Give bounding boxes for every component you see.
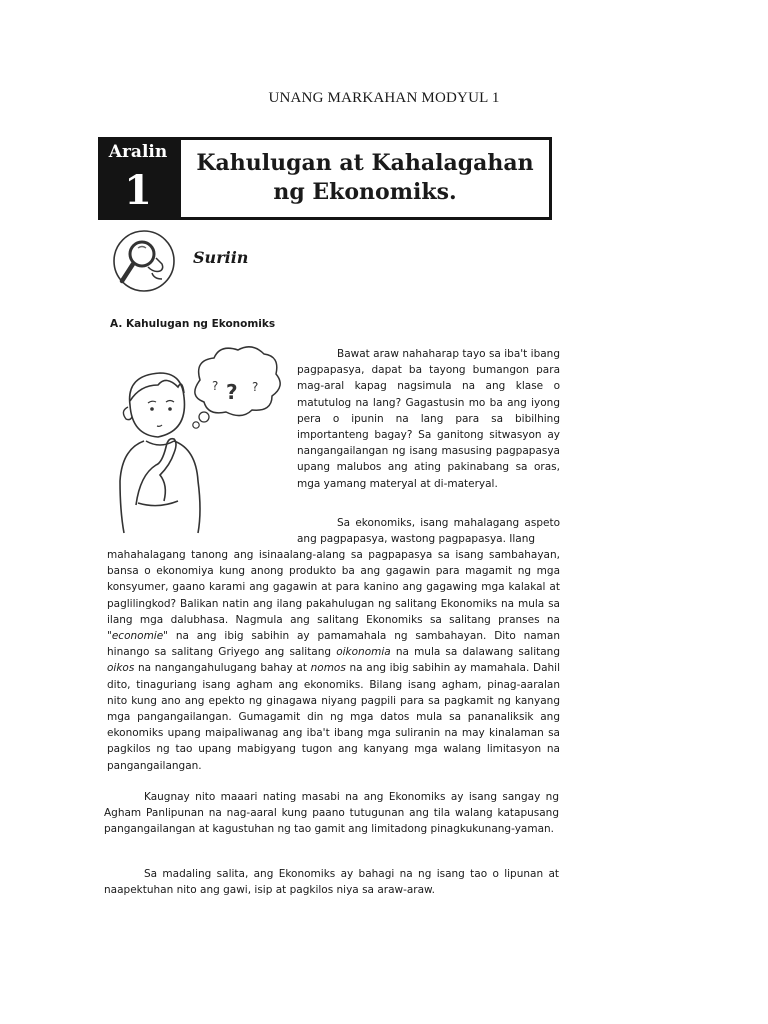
section-label-suriin: Suriin [193, 248, 249, 267]
aralin-label: Aralin [108, 142, 168, 162]
paragraph-intro: Bawat araw nahaharap tayo sa iba't ibang pagpapasya, dapat ba tayong bumangon para mag-aral kapag nagsimula na ang klase o matutulog na lang? Gagastusin mo ba ang iyong pera o ipunin na lang para sa bibilhing importanteng bagay? Sa ganitong sitwasyon ay nangangailangan ng isang masusing pagpapasya upang malubos ang ating pakinabang sa oras, mga yamang materyal at di-materyal. [297, 348, 560, 490]
text-run: mahahalagang tanong ang isinaalang-alang sa pagpapasya sa isang sambahayan, bansa o ekonomiya kung anong produkto ba ang gagawin para magamit ng mga konsyumer, gaano karami ang gagawin at para kanino ang gagawing mga kalakal at paglilingkod? Balikan natin ang ilang pakahulugan ng salitang Ekonomiks na mula sa ilang mga dalubhasa. Nagmula ang salitang Ekonomiks sa salitang pranses na [107, 549, 560, 626]
svg-text:?: ? [252, 380, 259, 394]
paragraph-ekonomiks-start: Sa ekonomiks, isang mahalagang aspeto ang pagpapasya, wastong pagpapasya. Ilang [297, 517, 560, 546]
lesson-title [181, 149, 549, 207]
term-oikos: oikos [107, 662, 135, 675]
term-nomos: nomos [310, 662, 346, 675]
lesson-title-line2: ng Ekonomiks. [273, 179, 457, 205]
aralin-box [98, 137, 178, 220]
lesson-title-box [178, 137, 552, 220]
magnifier-icon [108, 229, 180, 293]
lesson-banner [98, 137, 552, 220]
term-oikonomia: oikonomia [336, 646, 391, 659]
svg-text:?: ? [226, 380, 238, 404]
module-header: UNANG MARKAHAN MODYUL 1 [268, 90, 500, 106]
text-run: na nangangahulugang bahay at [134, 662, 311, 675]
text-run: na ang ibig sabihin ay mamahala. Dahil dito, tinaguriang isang agham ang ekonomiks. Bilang isang agham, pinag-aaralan nito kung ano ang epekto ng ginagawa niyang pagpili para sa pagkamit ng kanyang mga pangangailangan. Gumagamit din ng mga datos mula sa pananaliksik ang ekonomiks upang maipaliwanag ang iba't ibang mga suliranin na may kinalaman sa pagkilos ng tao upang mabigyang tugon ang kanyang mga walang limitasyon na pangangailangan. [107, 662, 560, 772]
text-run: na mula sa dalawang salitang [390, 646, 560, 659]
aralin-number: 1 [124, 167, 152, 214]
svg-text:?: ? [212, 379, 219, 393]
text-run: na ang ibig sabihin ay pamamahala ng sambahayan. Dito naman hinango sa salitang Griyego ang salitang [107, 630, 560, 659]
paragraph-ekonomiks-definition [107, 547, 560, 774]
lesson-title-line1: Kahulugan at Kahalagahan [196, 150, 534, 176]
thinking-child-illustration [108, 345, 288, 545]
paragraph-summary: Sa madaling salita, ang Ekonomiks ay bahagi na ng isang tao o lipunan at naapektuhan nito ang gawi, isip at pagkilos niya sa araw-araw. [104, 868, 559, 897]
subheading: A. Kahulugan ng Ekonomiks [110, 318, 276, 330]
paragraph-agham-panlipunan: Kaugnay nito maaari nating masabi na ang Ekonomiks ay isang sangay ng Agham Panlipunan na nag-aaral kung paano tutugunan ang tila walang katapusang pangangailangan at kagustuhan ng tao gamit ang limitadong pinagkukunang-yaman. [104, 791, 559, 836]
term-economie: "economie" [107, 630, 169, 643]
